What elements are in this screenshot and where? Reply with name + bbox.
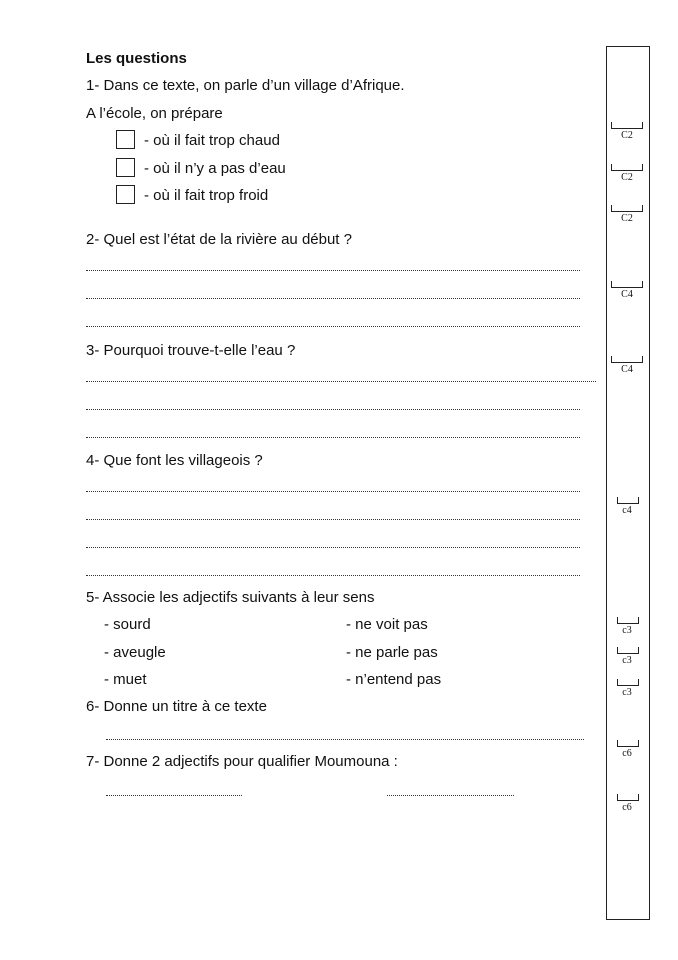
question-7-prompt: 7- Donne 2 adjectifs pour qualifier Moumouna :: [86, 753, 398, 770]
grade-code: c3: [622, 687, 632, 698]
question-5-prompt: 5- Associe les adjectifs suivants à leur sens: [86, 589, 375, 606]
grade-box[interactable]: [617, 794, 639, 801]
question-3-prompt: 3- Pourquoi trouve-t-elle l’eau ?: [86, 342, 296, 359]
grade-code: C4: [621, 289, 633, 300]
meaning-n-entend-pas: - n’entend pas: [346, 671, 442, 688]
grade-code: c6: [622, 802, 632, 813]
grade-code: C2: [621, 172, 633, 183]
grade-code: c3: [622, 655, 632, 666]
grade-code: c4: [622, 505, 632, 516]
option-2-label: - où il n’y a pas d’eau: [144, 160, 286, 177]
grade-code: C2: [621, 213, 633, 224]
answer-line[interactable]: [86, 326, 580, 327]
answer-line[interactable]: [106, 795, 242, 796]
grade-box[interactable]: [617, 497, 639, 504]
grade-box[interactable]: [611, 122, 643, 129]
answer-line[interactable]: [86, 575, 580, 576]
grade-box[interactable]: [611, 164, 643, 171]
option-1-label: - où il fait trop chaud: [144, 132, 280, 149]
answer-line[interactable]: [86, 270, 580, 271]
grade-box[interactable]: [611, 281, 643, 288]
answer-line[interactable]: [86, 381, 596, 382]
worksheet-heading: Les questions: [86, 50, 187, 67]
grade-box[interactable]: [617, 617, 639, 624]
answer-line[interactable]: [86, 547, 580, 548]
grade-box[interactable]: [617, 679, 639, 686]
grade-code: c3: [622, 625, 632, 636]
answer-line[interactable]: [86, 491, 580, 492]
grade-box[interactable]: [617, 647, 639, 654]
question-1-intro: A l’école, on prépare: [86, 105, 223, 122]
meaning-ne-voit-pas: - ne voit pas: [346, 616, 428, 633]
meaning-ne-parle-pas: - ne parle pas: [346, 644, 438, 661]
answer-line[interactable]: [106, 739, 584, 740]
grade-code: C2: [621, 130, 633, 141]
answer-line[interactable]: [86, 409, 580, 410]
grade-code: C4: [621, 364, 633, 375]
option-2-checkbox[interactable]: [116, 158, 135, 177]
adjective-sourd: - sourd: [104, 616, 151, 633]
option-3-label: - où il fait trop froid: [144, 187, 269, 204]
grade-box[interactable]: [611, 205, 643, 212]
grade-code: c6: [622, 748, 632, 759]
question-4-prompt: 4- Que font les villageois ?: [86, 452, 263, 469]
grade-box[interactable]: [611, 356, 643, 363]
answer-line[interactable]: [86, 519, 580, 520]
answer-line[interactable]: [86, 437, 580, 438]
option-3-checkbox[interactable]: [116, 185, 135, 204]
answer-line[interactable]: [387, 795, 514, 796]
question-6-prompt: 6- Donne un titre à ce texte: [86, 698, 267, 715]
question-1-prompt: 1- Dans ce texte, on parle d’un village d’Afrique.: [86, 77, 405, 94]
option-1-checkbox[interactable]: [116, 130, 135, 149]
grade-box[interactable]: [617, 740, 639, 747]
adjective-aveugle: - aveugle: [104, 644, 166, 661]
answer-line[interactable]: [86, 298, 580, 299]
adjective-muet: - muet: [104, 671, 147, 688]
question-2-prompt: 2- Quel est l’état de la rivière au début ?: [86, 231, 352, 248]
